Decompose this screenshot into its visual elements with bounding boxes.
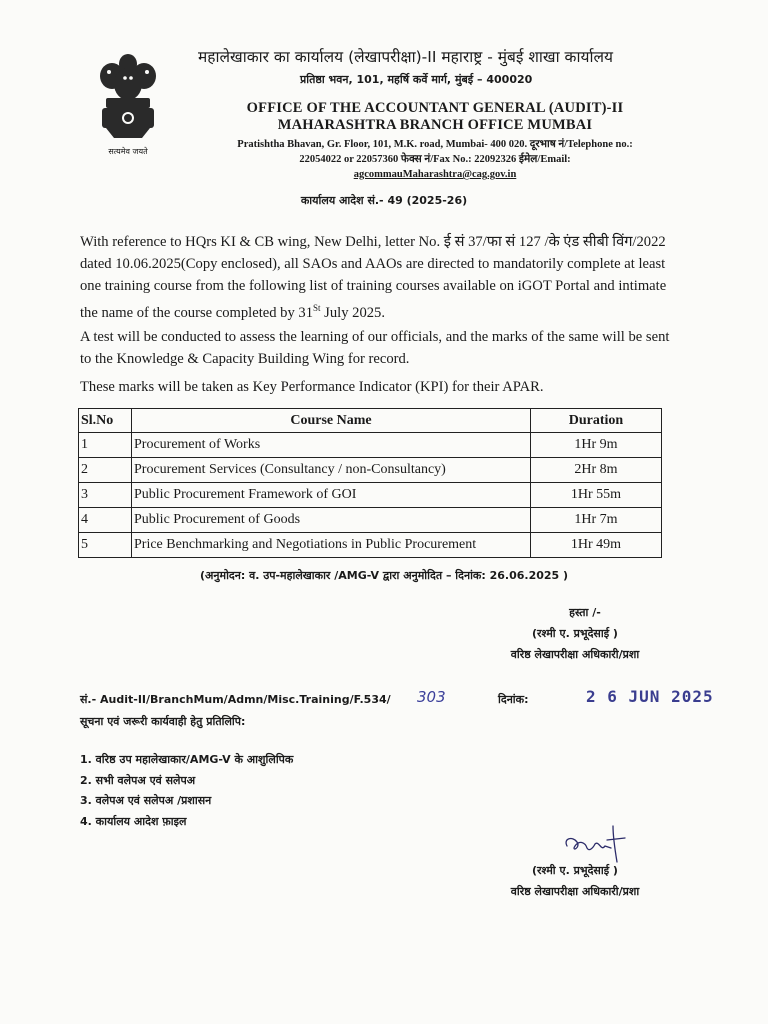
paragraph-3: These marks will be taken as Key Performance Indicator (KPI) for their APAR.	[80, 379, 544, 395]
header-course-name: Course Name	[132, 409, 531, 433]
cell-course-name: Procurement of Works	[132, 433, 531, 458]
table-header-row	[79, 409, 662, 433]
paragraph-1	[80, 231, 670, 324]
copy-to-list	[80, 750, 293, 832]
table-row	[79, 483, 662, 508]
table-row	[79, 433, 662, 458]
cell-sl: 1	[79, 433, 132, 458]
office-order-number: कार्यालय आदेश सं.- 49 (2025-26)	[300, 194, 468, 207]
signature-block-2	[470, 860, 680, 902]
courses-table	[78, 408, 662, 558]
emblem-motto: सत्यमेव जयते	[108, 147, 148, 156]
table-row	[79, 533, 662, 558]
list-item: 1. वरिष्ठ उप महालेखाकार/AMG-V के आशुलिपिक	[80, 753, 294, 766]
table-row	[79, 508, 662, 533]
address-line1: Pratishtha Bhavan, Gr. Floor, 101, M.K. road, Mumbai- 400 020. दूरभाष नं/Telephone no.:	[237, 139, 633, 150]
signatory-designation: वरिष्ठ लेखापरीक्षा अधिकारी/प्रशा	[510, 885, 640, 898]
paragraph-2: A test will be conducted to assess the learning of our officials, and the marks of the same will be sent to the Knowledge & Capacity Building Wing for record.	[80, 329, 670, 367]
reference-number: सं.- Audit-II/BranchMum/Admn/Misc.Training/F.534/	[80, 693, 391, 706]
paragraph-1-main: With reference to HQrs KI & CB wing, New Delhi, letter No. ई सं 37/फा सं 127 /के एंड सीबी विंग/2022 dated 10.06.2025(Copy enclosed), all SAOs and AAOs are directed to mandatorily complete at least one training course from the following list of training courses available on iGOT Portal and intimate the name of the course completed by 31	[80, 234, 667, 321]
cell-sl: 2	[79, 458, 132, 483]
cell-duration: 1Hr 9m	[531, 433, 662, 458]
cell-duration: 1Hr 7m	[531, 508, 662, 533]
english-office-title-line2: MAHARASHTRA BRANCH OFFICE MUMBAI	[277, 117, 593, 133]
cell-sl: 3	[79, 483, 132, 508]
copy-to-intro: सूचना एवं जरूरी कार्यवाही हेतु प्रतिलिपि:	[80, 715, 246, 728]
cell-sl: 4	[79, 508, 132, 533]
cell-course-name: Public Procurement Framework of GOI	[132, 483, 531, 508]
handwritten-dispatch-number: 303	[417, 688, 446, 706]
english-address	[200, 137, 670, 182]
cell-course-name: Procurement Services (Consultancy / non-Consultancy)	[132, 458, 531, 483]
signatory-designation: वरिष्ठ लेखापरीक्षा अधिकारी/प्रशा	[510, 648, 640, 661]
cell-sl: 5	[79, 533, 132, 558]
date-label: दिनांक:	[498, 693, 529, 706]
list-item: 2. सभी वलेपअ एवं सलेपअ	[80, 773, 196, 787]
signed-label: हस्ता /-	[569, 606, 601, 619]
cell-duration: 1Hr 55m	[531, 483, 662, 508]
signatory-name: (रश्मी ए. प्रभूदेसाई )	[532, 864, 618, 877]
list-item: 3. वलेपअ एवं सलेपअ /प्रशासन	[80, 794, 212, 807]
cell-duration: 1Hr 49m	[531, 533, 662, 558]
cell-course-name: Public Procurement of Goods	[132, 508, 531, 533]
hindi-office-title: महालेखाकार का कार्यालय (लेखापरीक्षा)-II महाराष्ट्र - मुंबई शाखा कार्यालय	[198, 48, 613, 66]
national-emblem	[92, 50, 164, 162]
signature-block-1	[470, 602, 680, 665]
english-office-title-line1: OFFICE OF THE ACCOUNTANT GENERAL (AUDIT)-II	[246, 100, 624, 116]
table-row	[79, 458, 662, 483]
address-line2: 22054022 or 22057360 फेक्स नं/Fax No.: 22092326 ईमेल/Email:	[299, 154, 571, 165]
list-item: 4. कार्यालय आदेश फ़ाइल	[80, 814, 187, 828]
hindi-address: प्रतिष्ठा भवन, 101, महर्षि कर्वे मार्ग, मुंबई – 400020	[300, 73, 533, 86]
approval-note: (अनुमोदन: व. उप-महालेखाकार /AMG-V द्वारा अनुमोदित – दिनांक: 26.06.2025 )	[199, 569, 569, 582]
header-sl-no: Sl.No	[79, 409, 132, 433]
paragraph-1-end: July 2025.	[320, 304, 385, 321]
cell-course-name: Price Benchmarking and Negotiations in Public Procurement	[132, 533, 531, 558]
email-link[interactable]: agcommauMaharashtra@cag.gov.in	[353, 169, 517, 180]
cell-duration: 2Hr 8m	[531, 458, 662, 483]
header-duration: Duration	[531, 409, 662, 433]
superscript-st: St	[313, 303, 321, 313]
signatory-name: (रश्मी ए. प्रभूदेसाई )	[532, 627, 618, 640]
date-stamp: 2 6 JUN 2025	[586, 687, 714, 706]
